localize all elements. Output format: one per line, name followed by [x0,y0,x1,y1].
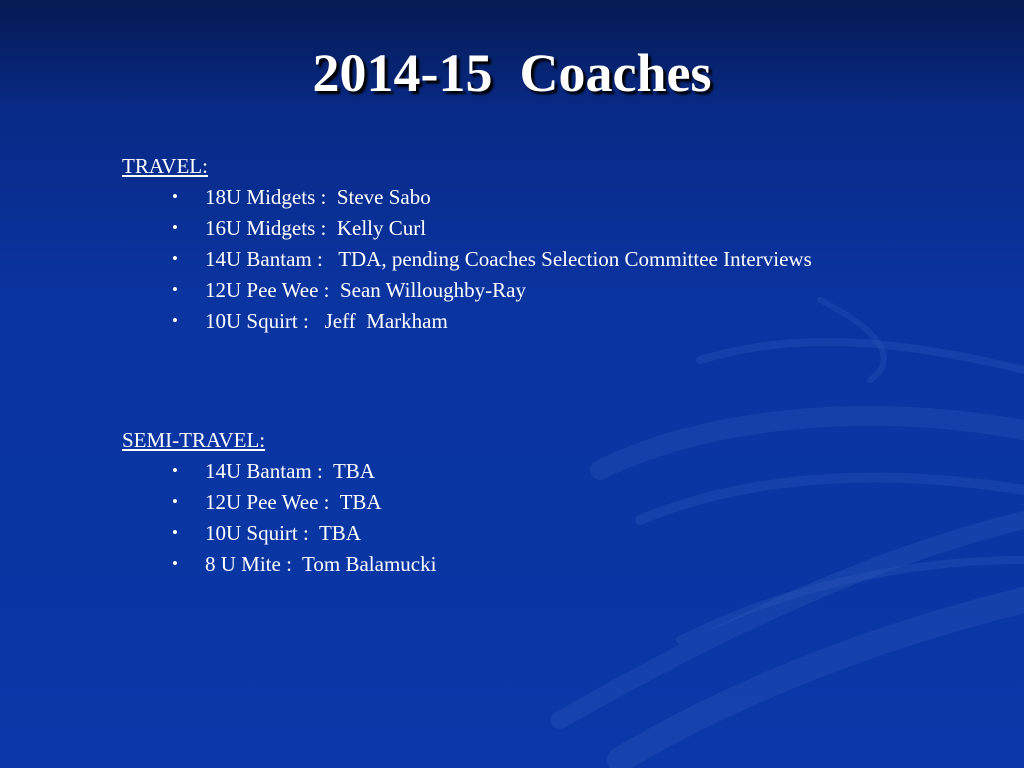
list-item-text: 10U Squirt : Jeff Markham [205,309,448,333]
list-item-text: 10U Squirt : TBA [205,521,361,545]
travel-section [122,152,812,338]
travel-list [122,183,812,335]
semi-travel-heading: SEMI-TRAVEL: [122,428,266,452]
bullet-icon: • [172,492,178,511]
list-item [172,276,812,304]
list-item-text: 8 U Mite : Tom Balamucki [205,552,437,576]
list-item [172,550,436,578]
list-item [172,245,812,273]
list-item-text: 16U Midgets : Kelly Curl [205,216,427,240]
list-item-text: 12U Pee Wee : TBA [205,490,382,514]
bullet-icon: • [172,280,178,299]
list-item-text: 14U Bantam : TDA, pending Coaches Selection Committee Interviews [205,247,812,271]
list-item [172,519,436,547]
travel-heading: TRAVEL: [122,154,208,178]
list-item [172,307,812,335]
bullet-icon: • [172,554,178,573]
list-item [172,183,812,211]
list-item-text: 14U Bantam : TBA [205,459,375,483]
semi-travel-list [122,457,436,578]
bullet-icon: • [172,218,178,237]
bullet-icon: • [172,523,178,542]
bullet-icon: • [172,461,178,480]
list-item [172,214,812,242]
list-item-text: 18U Midgets : Steve Sabo [205,185,431,209]
bullet-icon: • [172,249,178,268]
list-item [172,457,436,485]
list-item-text: 12U Pee Wee : Sean Willoughby-Ray [205,278,526,302]
slide-title: 2014-15 Coaches [312,43,712,103]
semi-travel-section [122,426,436,581]
bullet-icon: • [172,311,178,330]
list-item [172,488,436,516]
bullet-icon: • [172,187,178,206]
